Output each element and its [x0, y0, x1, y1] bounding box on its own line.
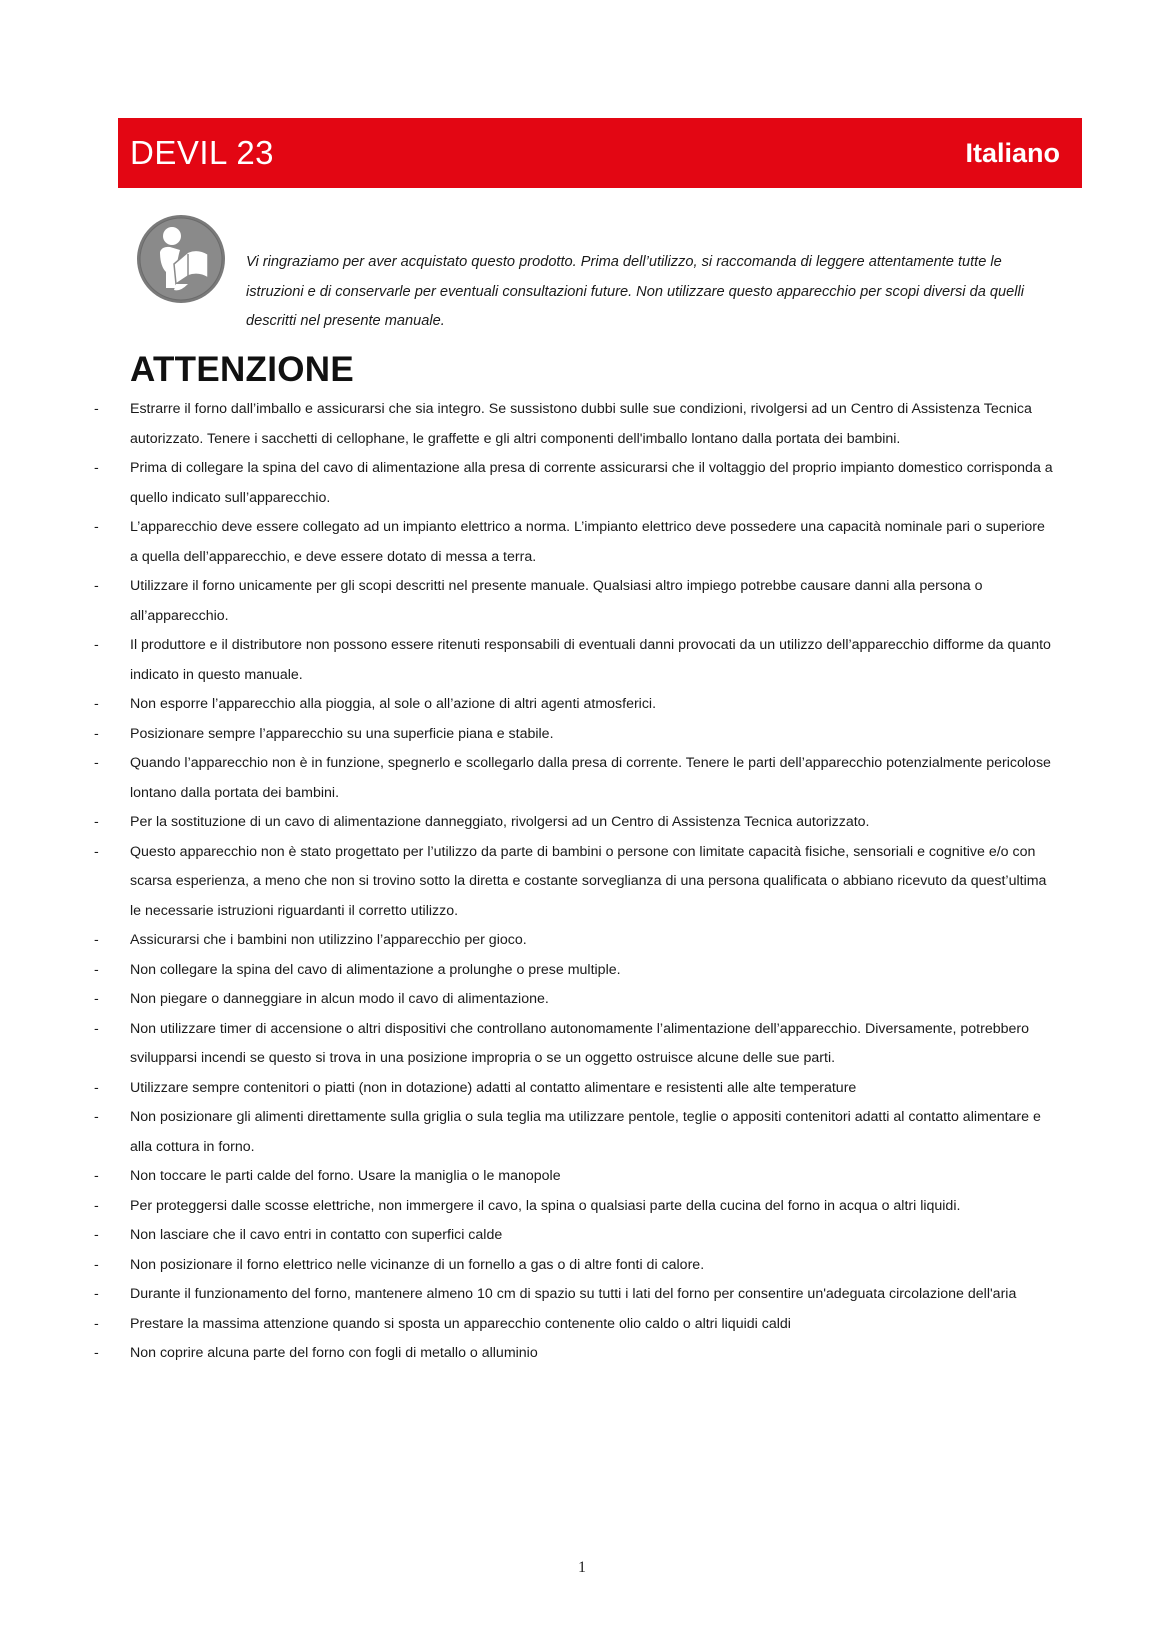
warning-item — [0, 1162, 1164, 1192]
warning-item — [0, 1251, 1164, 1281]
warning-item — [0, 1221, 1164, 1251]
list-bullet: - — [94, 519, 99, 535]
warning-text: Non posizionare il forno elettrico nelle vicinanze di un fornello a gas o di altre fonti di calore. — [130, 1256, 705, 1273]
list-bullet: - — [94, 991, 99, 1007]
warning-text: Per proteggersi dalle scosse elettriche, non immergere il cavo, la spina o qualsiasi parte della cucina del forno in acqua o altri liquidi. — [130, 1197, 961, 1214]
warning-text: Non esporre l’apparecchio alla pioggia, al sole o all’azione di altri agenti atmosferici. — [130, 696, 657, 712]
warning-item — [0, 690, 1164, 720]
warning-text: Non coprire alcuna parte del forno con fogli di metallo o alluminio — [130, 1345, 538, 1361]
warning-item — [0, 985, 1164, 1015]
intro-paragraph: Vi ringraziamo per aver acquistato questo prodotto. Prima dell’utilizzo, si raccomanda di leggere attentamente tutte le istruzioni e di conservarle per eventuali consultazioni future. Non utilizzare questo apparecchio per scopi diversi da quelli descritti nel presente manuale. — [246, 254, 1024, 329]
warning-text: Assicurarsi che i bambini non utilizzino l’apparecchio per gioco. — [130, 932, 527, 948]
header-bar — [118, 118, 1082, 188]
list-bullet: - — [94, 1020, 99, 1037]
list-bullet: - — [94, 1315, 99, 1332]
warning-item — [0, 1192, 1164, 1222]
list-bullet: - — [94, 755, 99, 771]
warning-text: Posizionare sempre l’apparecchio su una superficie piana e stabile. — [130, 725, 554, 742]
warning-text: Durante il funzionamento del forno, mantenere almeno 10 cm di spazio su tutti i lati del forno per consentire un'adeguata circolazione dell'aria — [130, 1286, 1017, 1302]
warning-text: Non utilizzare timer di accensione o altri dispositivi che controllano autonomamente l’alimentazione dell’apparecchio. Diversamente, potrebbero svilupparsi incendi se questo si trova in una posizione impropria o se un oggetto ostruisce alcune delle sue parti. — [130, 1020, 1030, 1066]
warning-item — [0, 1015, 1164, 1074]
warning-text: Prima di collegare la spina del cavo di alimentazione alla presa di corrente assicurarsi che il voltaggio del proprio impianto domestico corrisponda a quello indicato sull’apparecchio. — [130, 460, 1053, 506]
warning-item — [0, 1103, 1164, 1162]
page-number: 1 — [578, 1559, 586, 1576]
warning-text: Non posizionare gli alimenti direttamente sulla griglia o sula teglia ma utilizzare pentole, teglie o appositi contenitori adatti al contatto alimentare e alla cottura in forno. — [130, 1109, 1041, 1155]
list-bullet: - — [94, 932, 99, 948]
list-bullet: - — [94, 1109, 99, 1125]
warning-text: Quando l’apparecchio non è in funzione, spegnerlo e scollegarlo dalla presa di corrente. Tenere le parti dell’apparecchio potenzialmente pericolose lontano dalla portata dei bambini. — [130, 755, 1051, 801]
list-bullet: - — [94, 696, 99, 712]
list-bullet: - — [94, 1256, 99, 1273]
warning-item — [0, 808, 1164, 838]
list-bullet: - — [94, 1168, 99, 1184]
warning-item — [0, 1280, 1164, 1310]
warning-text: L’apparecchio deve essere collegato ad un impianto elettrico a norma. L’impianto elettrico deve possedere una capacità nominale pari o superiore a quella dell’apparecchio, e deve essere dotato di messa a terra. — [130, 519, 1045, 565]
list-bullet: - — [94, 843, 99, 860]
list-bullet: - — [94, 1197, 99, 1214]
warning-item — [0, 1074, 1164, 1104]
list-bullet: - — [94, 1227, 99, 1243]
warning-text: Prestare la massima attenzione quando si sposta un apparecchio contenente olio caldo o altri liquidi caldi — [130, 1315, 791, 1332]
list-bullet: - — [94, 401, 99, 417]
warning-text: Non collegare la spina del cavo di alimentazione a prolunghe o prese multiple. — [130, 961, 621, 978]
list-bullet: - — [94, 578, 99, 594]
list-bullet: - — [94, 1345, 99, 1361]
list-bullet: - — [94, 460, 99, 476]
warning-item — [0, 454, 1164, 513]
warning-item — [0, 572, 1164, 631]
warning-text: Questo apparecchio non è stato progettato per l’utilizzo da parte di bambini o persone con limitate capacità fisiche, sensoriali e cognitive e/o con scarsa esperienza, a meno che non si trovino sotto la diretta e costante sorveglianza di una persona qualificata o abbiano ricevuto da quest’ultima le necessarie istruzioni riguardanti il corretto utilizzo. — [130, 843, 1047, 919]
warning-text: Per la sostituzione di un cavo di alimentazione danneggiato, rivolgersi ad un Centro di Assistenza Tecnica autorizzato. — [130, 814, 870, 830]
warnings-list — [0, 395, 1164, 1369]
warning-text: Estrarre il forno dall’imballo e assicurarsi che sia integro. Se sussistono dubbi sulle sue condizioni, rivolgersi ad un Centro di Assistenza Tecnica autorizzato. Tenere i sacchetti di cellophane, le graffette e gli altri componenti dell'imballo lontano dalla portata dei bambini. — [130, 401, 1032, 447]
warning-item — [0, 838, 1164, 927]
warning-item — [0, 513, 1164, 572]
read-manual-icon — [136, 214, 226, 304]
language-label: Italiano — [965, 137, 1060, 168]
section-heading: ATTENZIONE — [130, 350, 355, 389]
list-bullet: - — [94, 814, 99, 830]
list-bullet: - — [94, 1079, 99, 1096]
list-bullet: - — [94, 1286, 99, 1302]
warning-text: Utilizzare sempre contenitori o piatti (non in dotazione) adatti al contatto alimentare e resistenti alle alte temperature — [130, 1079, 857, 1096]
warning-text: Non piegare o danneggiare in alcun modo il cavo di alimentazione. — [130, 991, 549, 1007]
warning-text: Il produttore e il distributore non possono essere ritenuti responsabili di eventuali danni provocati da un utilizzo dell’apparecchio difforme da quanto indicato in questo manuale. — [130, 637, 1051, 683]
warning-item — [0, 720, 1164, 750]
warning-item — [0, 395, 1164, 454]
list-bullet: - — [94, 637, 99, 653]
warning-item — [0, 1310, 1164, 1340]
warning-item — [0, 956, 1164, 986]
warning-item — [0, 1339, 1164, 1369]
warning-text: Non toccare le parti calde del forno. Usare la maniglia o le manopole — [130, 1168, 561, 1184]
warning-text: Utilizzare il forno unicamente per gli scopi descritti nel presente manuale. Qualsiasi altro impiego potrebbe causare danni alla persona o all’apparecchio. — [130, 578, 983, 624]
list-bullet: - — [94, 725, 99, 742]
warning-item — [0, 749, 1164, 808]
document-title: DEVIL 23 — [130, 134, 275, 171]
warning-text: Non lasciare che il cavo entri in contatto con superfici calde — [130, 1227, 503, 1243]
warning-item — [0, 631, 1164, 690]
warning-item — [0, 926, 1164, 956]
list-bullet: - — [94, 961, 99, 978]
